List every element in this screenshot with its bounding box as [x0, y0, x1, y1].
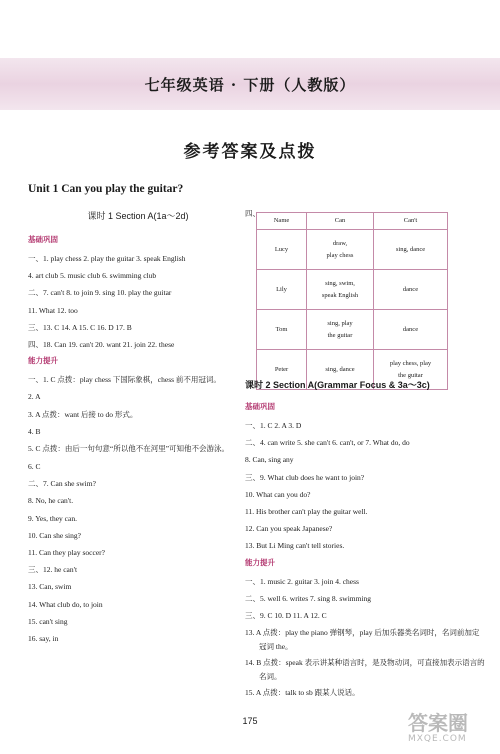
- table-cell-cant: [374, 230, 448, 270]
- answer-line: 13. A 点拨：play the piano 弹钢琴，play 后加乐器类名词时，名词前加定冠词 the。: [245, 628, 480, 652]
- answer-line: 一、1. C 点拨：play chess 下国际象棋，chess 前不用冠词。: [28, 375, 221, 385]
- watermark-logo: 答案圈 MXQE.COM: [408, 711, 468, 744]
- table-cell-name: Tom: [257, 310, 307, 350]
- table-cell-line: speak English: [321, 291, 359, 299]
- table-section-label: 四、: [245, 209, 260, 218]
- lesson-1-title: 课时 1 Section A(1a～2d): [87, 211, 189, 221]
- answer-line: 8. Can, sing any: [245, 455, 294, 465]
- answer-line: 15. A 点拨：talk to sb 跟某人说话。: [245, 688, 360, 698]
- answer-line: 15. can't sing: [28, 616, 68, 626]
- answer-line: 二、7. Can she swim?: [28, 479, 96, 489]
- answer-line: 11. His brother can't play the guitar well.: [245, 507, 368, 517]
- answer-line: 9. Yes, they can.: [28, 513, 77, 523]
- answer-line: 四、18. Can 19. can't 20. want 21. join 22. these: [28, 340, 175, 350]
- left-advanced-answers: [28, 371, 248, 647]
- answer-line: 三、12. he can't: [28, 565, 78, 575]
- answer-line: 二、4. can write 5. she can't 6. can't, or 7. What do, do: [245, 438, 410, 448]
- answer-line: 3. A 点拨：want 后接 to do 形式。: [28, 409, 138, 419]
- right-basic-answers: [245, 417, 485, 555]
- answer-line: 5. C 点拨：由后一句句意“所以他不在河里”可知他不会游泳。: [28, 444, 230, 454]
- answer-line: 三、9. C 10. D 11. A 12. C: [245, 611, 327, 621]
- section-advanced-title: 能力提升: [28, 356, 58, 366]
- unit-title: Unit 1 Can you play the guitar?: [28, 183, 184, 195]
- table-cell-line: sing, play: [327, 319, 353, 327]
- answer-line: 4. art club 5. music club 6. swimming club: [28, 271, 157, 281]
- section-basic-title: 基础巩固: [28, 235, 58, 244]
- table-header-cell: Can: [307, 213, 374, 230]
- answer-table: [256, 212, 448, 390]
- lesson-2-title: 课时 2 Section A(Grammar Focus & 3a～3c): [245, 380, 430, 390]
- answer-line: 三、9. What club does he want to join?: [245, 472, 365, 482]
- table-cell-cant: [374, 270, 448, 310]
- answer-line: 一、1. C 2. A 3. D: [245, 421, 302, 430]
- answer-line: 14. B 点拨：speak 表示讲某种语言时，是及物动词，可直接加表示语言的名词。: [245, 658, 485, 682]
- table-cell-cant: [374, 310, 448, 350]
- table-cell-line: play chess, play: [389, 359, 432, 367]
- table-cell-name: Peter: [257, 350, 307, 390]
- table-row: [257, 270, 448, 310]
- table-cell-line: play chess: [326, 251, 354, 259]
- answer-line: 13. Can, swim: [28, 582, 72, 592]
- answer-line: 14. What club do, to join: [28, 599, 103, 609]
- answer-line: 一、1. music 2. guitar 3. join 4. chess: [245, 576, 359, 586]
- table-cell-line: dance: [402, 325, 419, 333]
- table-cell-line: the guitar: [327, 331, 353, 339]
- answer-line: 10. Can she sing?: [28, 530, 81, 540]
- left-basic-answers: [28, 250, 248, 353]
- table-cell-line: the guitar: [398, 371, 423, 379]
- table-cell-line: sing, dance: [395, 245, 426, 253]
- right-advanced-answers: [245, 573, 485, 625]
- page-title: 参考答案及点拨: [183, 142, 317, 162]
- answer-line: 10. What can you do?: [245, 489, 311, 499]
- table-body: [257, 230, 448, 390]
- table-header-cell: Can't: [374, 213, 448, 230]
- table-cell-name: Lucy: [257, 230, 307, 270]
- table-cell-line: dance: [402, 285, 419, 293]
- answer-line: 8. No, he can't.: [28, 496, 74, 506]
- book-title: 七年级英语 · 下册（人教版）: [144, 76, 356, 94]
- answer-line: 二、7. can't 8. to join 9. sing 10. play the guitar: [28, 288, 172, 298]
- answer-line: 12. Can you speak Japanese?: [245, 524, 333, 534]
- answer-line: 三、13. C 14. A 15. C 16. D 17. B: [28, 322, 132, 332]
- right-column: [245, 378, 485, 702]
- table-header-cell: Name: [257, 213, 307, 230]
- table-cell-name: Lily: [257, 270, 307, 310]
- section-basic-title-2: 基础巩固: [245, 402, 275, 411]
- table-cell-line: sing, swim,: [325, 279, 355, 287]
- table-header-row: [257, 213, 448, 230]
- answer-line: 11. Can they play soccer?: [28, 548, 105, 558]
- page-number: 175: [242, 716, 258, 726]
- answer-line: 16. say, in: [28, 634, 59, 644]
- answer-line: 一、1. play chess 2. play the guitar 3. speak English: [28, 254, 186, 263]
- table-cell-can: [307, 230, 374, 270]
- table-cell-can: [307, 310, 374, 350]
- table-cell-line: draw,: [332, 239, 348, 247]
- table-row: [257, 230, 448, 270]
- table-cell-can: [307, 270, 374, 310]
- section-advanced-title-2: 能力提升: [245, 557, 275, 567]
- answer-line: 2. A: [28, 392, 41, 402]
- left-column: [28, 183, 248, 647]
- answer-line: 4. B: [28, 426, 41, 436]
- answer-line: 6. C: [28, 462, 41, 472]
- right-advanced-notes: [245, 626, 485, 700]
- table-cell-line: sing, dance: [325, 365, 355, 373]
- answer-line: 13. But Li Ming can't tell stories.: [245, 541, 345, 551]
- table-row: [257, 310, 448, 350]
- answer-line: 11. What 12. too: [28, 305, 78, 315]
- answer-line: 二、5. well 6. writes 7. sing 8. swimming: [245, 593, 372, 603]
